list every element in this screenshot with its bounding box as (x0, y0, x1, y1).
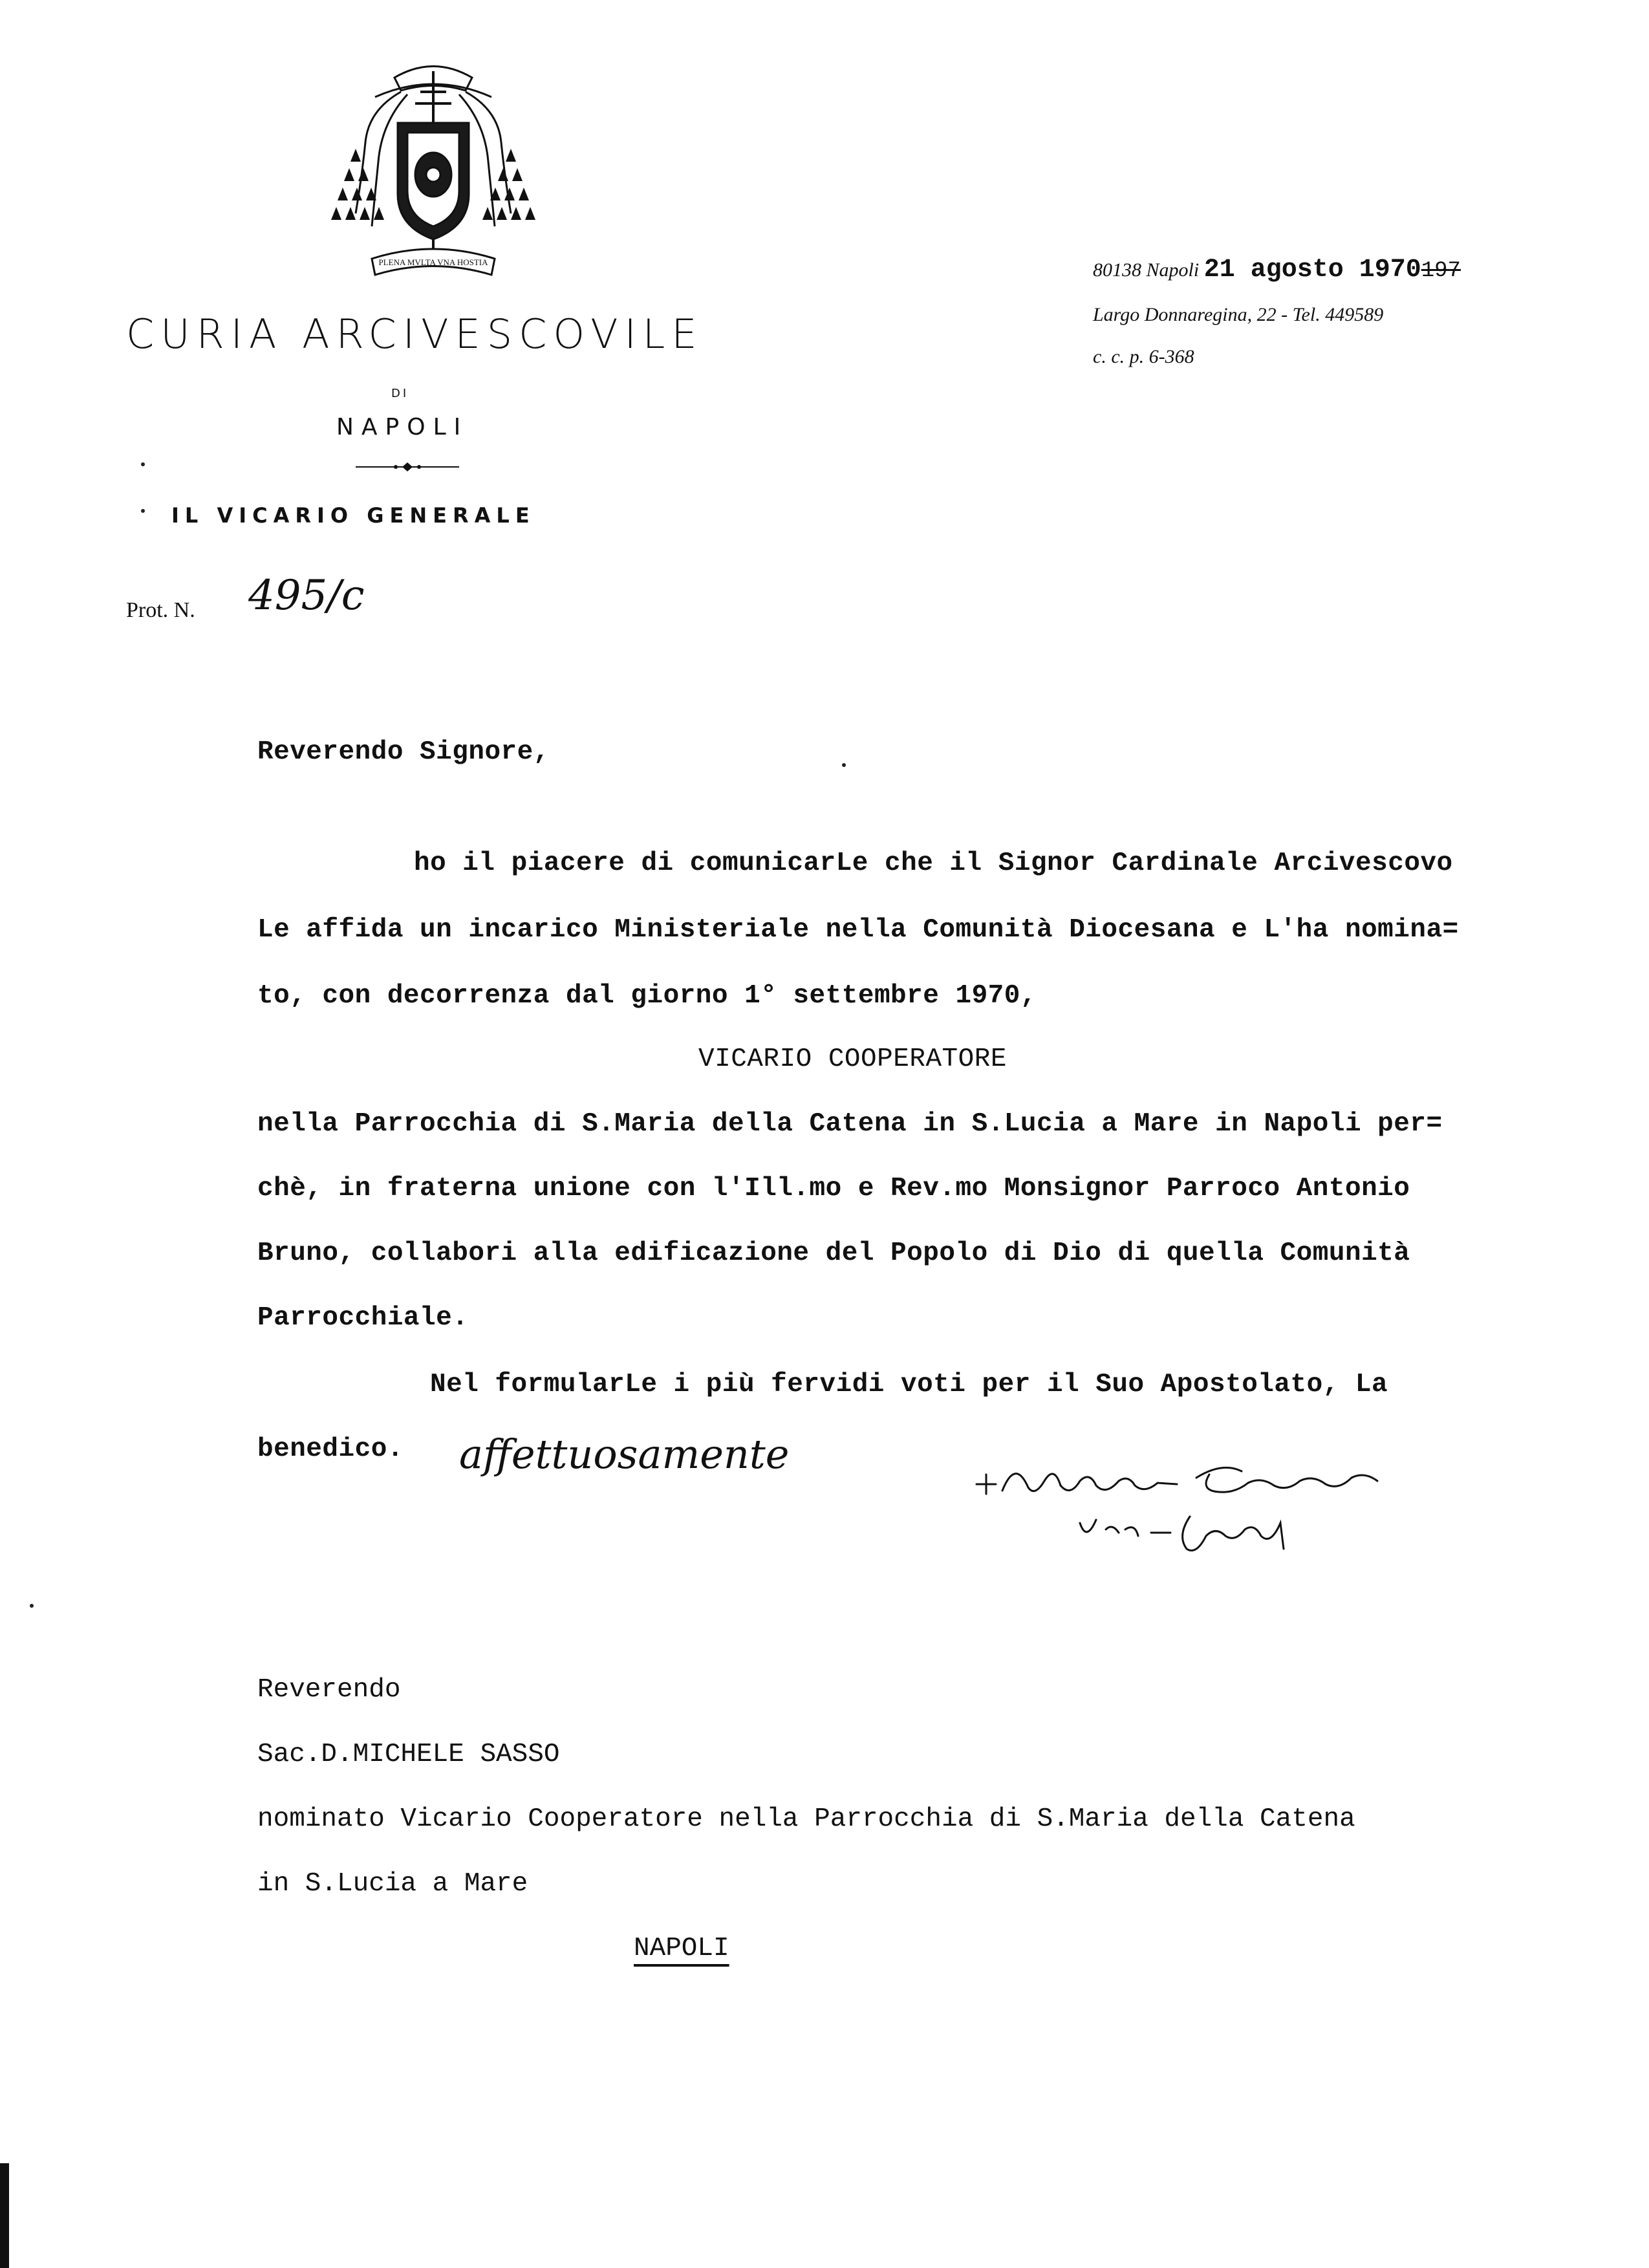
scan-speck (30, 1604, 34, 1608)
svg-text:affettuosamente: affettuosamente (459, 1431, 790, 1478)
vicar-signature (964, 1445, 1416, 1575)
scan-speck (141, 509, 145, 513)
street-address: Largo Donnaregina, 22 - Tel. 449589 (1093, 304, 1384, 325)
svg-text:495/c: 495/c (248, 572, 365, 620)
institution-di: DI (391, 387, 409, 400)
body-line: Parrocchiale. (257, 1303, 469, 1333)
protocol-number-handwritten (246, 569, 388, 627)
scan-edge-mark (0, 2163, 9, 2268)
institution-name: CURIA ARCIVESCOVILE (126, 310, 704, 358)
divider-ornament-icon (349, 460, 466, 473)
body-line: ho il piacere di comunicarLe che il Signor Cardinale Arcivescovo (414, 848, 1453, 878)
struck-year: 197 (1421, 259, 1461, 283)
place-prefix: 80138 Napoli (1093, 259, 1200, 281)
addressee-line: nominato Vicario Cooperatore nella Parrocchia di S.Maria della Catena (257, 1804, 1355, 1834)
postal-account: c. c. p. 6-368 (1093, 346, 1194, 367)
svg-text:Antonio Zama Vic. Gen.le: Antonio Zama Vic. Gen.le (964, 1445, 971, 1446)
body-line: Bruno, collabori alla edificazione del Popolo di Dio di quella Comunità (257, 1238, 1410, 1268)
body-line: nella Parrocchia di S.Maria della Catena in S.Lucia a Mare in Napoli per= (257, 1109, 1443, 1139)
scan-speck (842, 763, 846, 767)
archiepiscopal-crest-icon (304, 52, 563, 310)
protocol-label: Prot. N. (126, 598, 195, 622)
addressee-line: Reverendo (257, 1675, 401, 1705)
salutation: Reverendo Signore, (257, 737, 550, 767)
role-title: VICARIO COOPERATORE (698, 1044, 1007, 1074)
scan-speck (141, 462, 145, 466)
addressee-city: NAPOLI (634, 1934, 729, 1963)
body-line: benedico. (257, 1434, 404, 1464)
institution-city: NAPOLI (336, 414, 469, 440)
crest-motto: PLENA MVLTA VNA HOSTIA (378, 257, 488, 267)
handwritten-closing (453, 1420, 873, 1491)
body-line: Le affida un incarico Ministeriale nella Comunità Diocesana e L'ha nomina= (257, 915, 1459, 945)
place-date-line (1093, 255, 1461, 285)
body-line: chè, in fraterna unione con l'Ill.mo e Rev.mo Monsignor Parroco Antonio (257, 1174, 1410, 1204)
addressee-name: Sac.D.MICHELE SASSO (257, 1740, 560, 1769)
addressee-line: in S.Lucia a Mare (257, 1869, 528, 1899)
letter-date: 21 agosto 1970 (1203, 255, 1421, 285)
body-line: to, con decorrenza dal giorno 1° settembre 1970, (257, 981, 1037, 1011)
office-title: IL VICARIO GENERALE (171, 503, 535, 528)
body-line: Nel formularLe i più fervidi voti per il Suo Apostolato, La (430, 1370, 1388, 1399)
